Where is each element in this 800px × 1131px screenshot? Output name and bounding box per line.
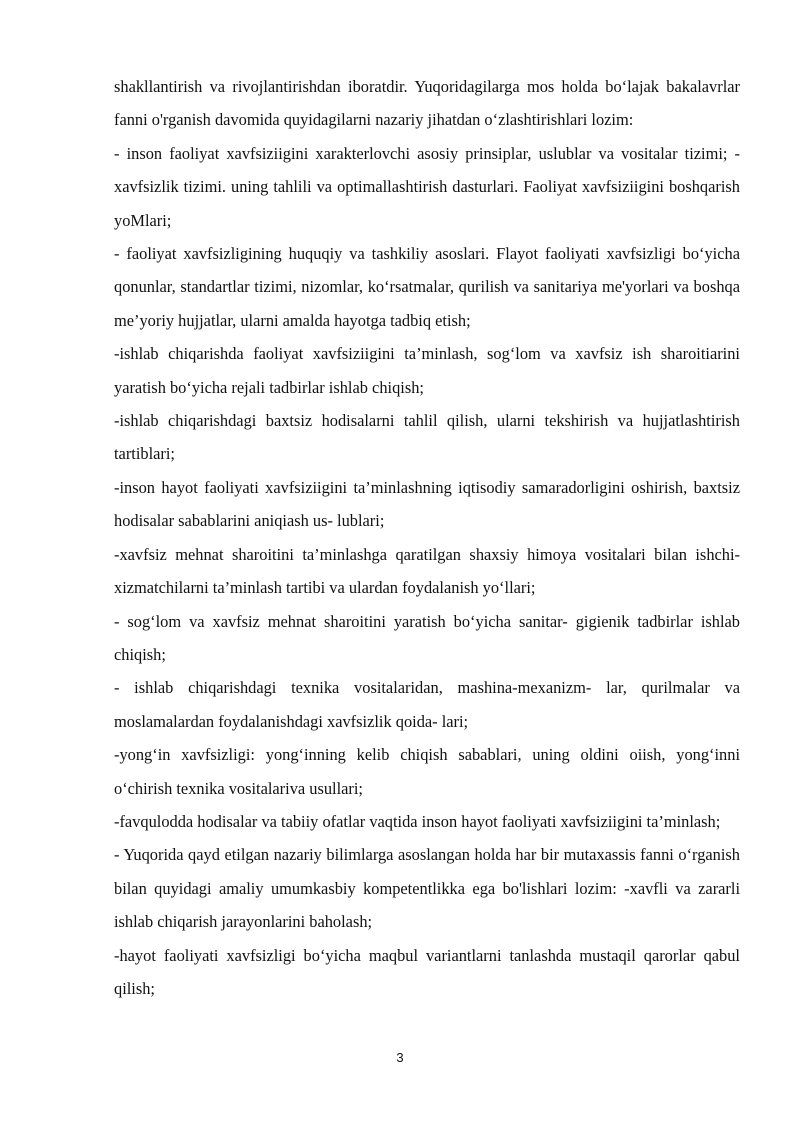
page-number: 3 bbox=[396, 1050, 404, 1065]
paragraph-sanitary-measures: - sog‘lom va xavfsiz mehnat sharoitini yaratish bo‘yicha sanitar- gigienik tadbirlar ishlab chiqish; bbox=[114, 611, 740, 664]
document-body bbox=[114, 70, 740, 1005]
paragraph-competencies: - Yuqorida qayd etilgan nazariy bilimlarga asoslangan holda har bir mutaxassis fanni o‘rganish bilan quyidagi amaliy umumkasbiy kompetentlikka ega bo'lishlari lozim: -xavfli va zararli ishlab chiqarish jarayonlarini baholash; bbox=[114, 845, 740, 932]
paragraph-intro: shakllantirish va rivojlantirishdan iboratdir. Yuqoridagilarga mos holda bo‘lajak bakalavrlar fanni o'rganish davomida quyidagilarni nazariy jihatdan o‘zlashtirishlari lozim: bbox=[114, 77, 740, 130]
paragraph-economic-efficiency: -inson hayot faoliyati xavfsiziigini ta’minlashning iqtisodiy samaradorligini oshirish, baxtsiz hodisalar sabablarini aniqiash us- lublari; bbox=[114, 477, 740, 531]
paragraph-accident-analysis: -ishlab chiqarishdagi baxtsiz hodisalarni tahlil qilish, ularni tekshirish va hujjatlashtirish tartiblari; bbox=[114, 411, 740, 464]
paragraph-machinery-safety: - ishlab chiqarishdagi texnika vositalaridan, mashina-mexanizm- lar, qurilmalar va moslamalardan foydalanishdagi xavfsizlik qoida- lari; bbox=[114, 678, 740, 731]
paragraph-decisions: -hayot faoliyati xavfsizligi bo‘yicha maqbul variantlarni tanlashda mustaqil qarorlar qabul qilish; bbox=[114, 945, 740, 998]
paragraph-protective-equipment: -xavfsiz mehnat sharoitini ta’minlashga qaratilgan shaxsiy himoya vositalari bilan ishchi-xizmatchilarni ta’minlash tartibi va ulardan foydalanish yo‘llari; bbox=[114, 544, 740, 598]
paragraph-principles: - inson faoliyat xavfsiziigini xarakterlovchi asosiy prinsiplar, uslublar va vositalar tizimi; -xavfsizlik tizimi. uning tahlili va optimallashtirish dasturlari. Faoliyat xavfsiziigini boshqarish yoMlari; bbox=[114, 143, 740, 230]
paragraph-fire-safety: -yong‘in xavfsizligi: yong‘inning kelib chiqish sabablari, uning oldini oiish, yong‘inni o‘chirish texnika vositalariva usullari; bbox=[114, 745, 740, 798]
paragraph-emergencies: -favqulodda hodisalar va tabiiy ofatlar vaqtida inson hayot faoliyati xavfsiziigini ta’minlash; bbox=[114, 811, 721, 831]
paragraph-legal-basis: - faoliyat xavfsizligining huquqiy va tashkiliy asoslari. Flayot faoliyati xavfsizligi bo‘yicha qonunlar, standartlar tizimi, nizomlar, ko‘rsatmalar, qurilish va sanitariya me'yorlari va boshqa me’yoriy hujjatlar, ularni amalda hayotga tadbiq etish; bbox=[114, 244, 740, 330]
paragraph-workplace-safety: -ishlab chiqarishda faoliyat xavfsiziigini ta’minlash, sog‘lom va xavfsiz ish sharoitiarini yaratish bo‘yicha rejali tadbirlar ishlab chiqish; bbox=[114, 344, 740, 397]
